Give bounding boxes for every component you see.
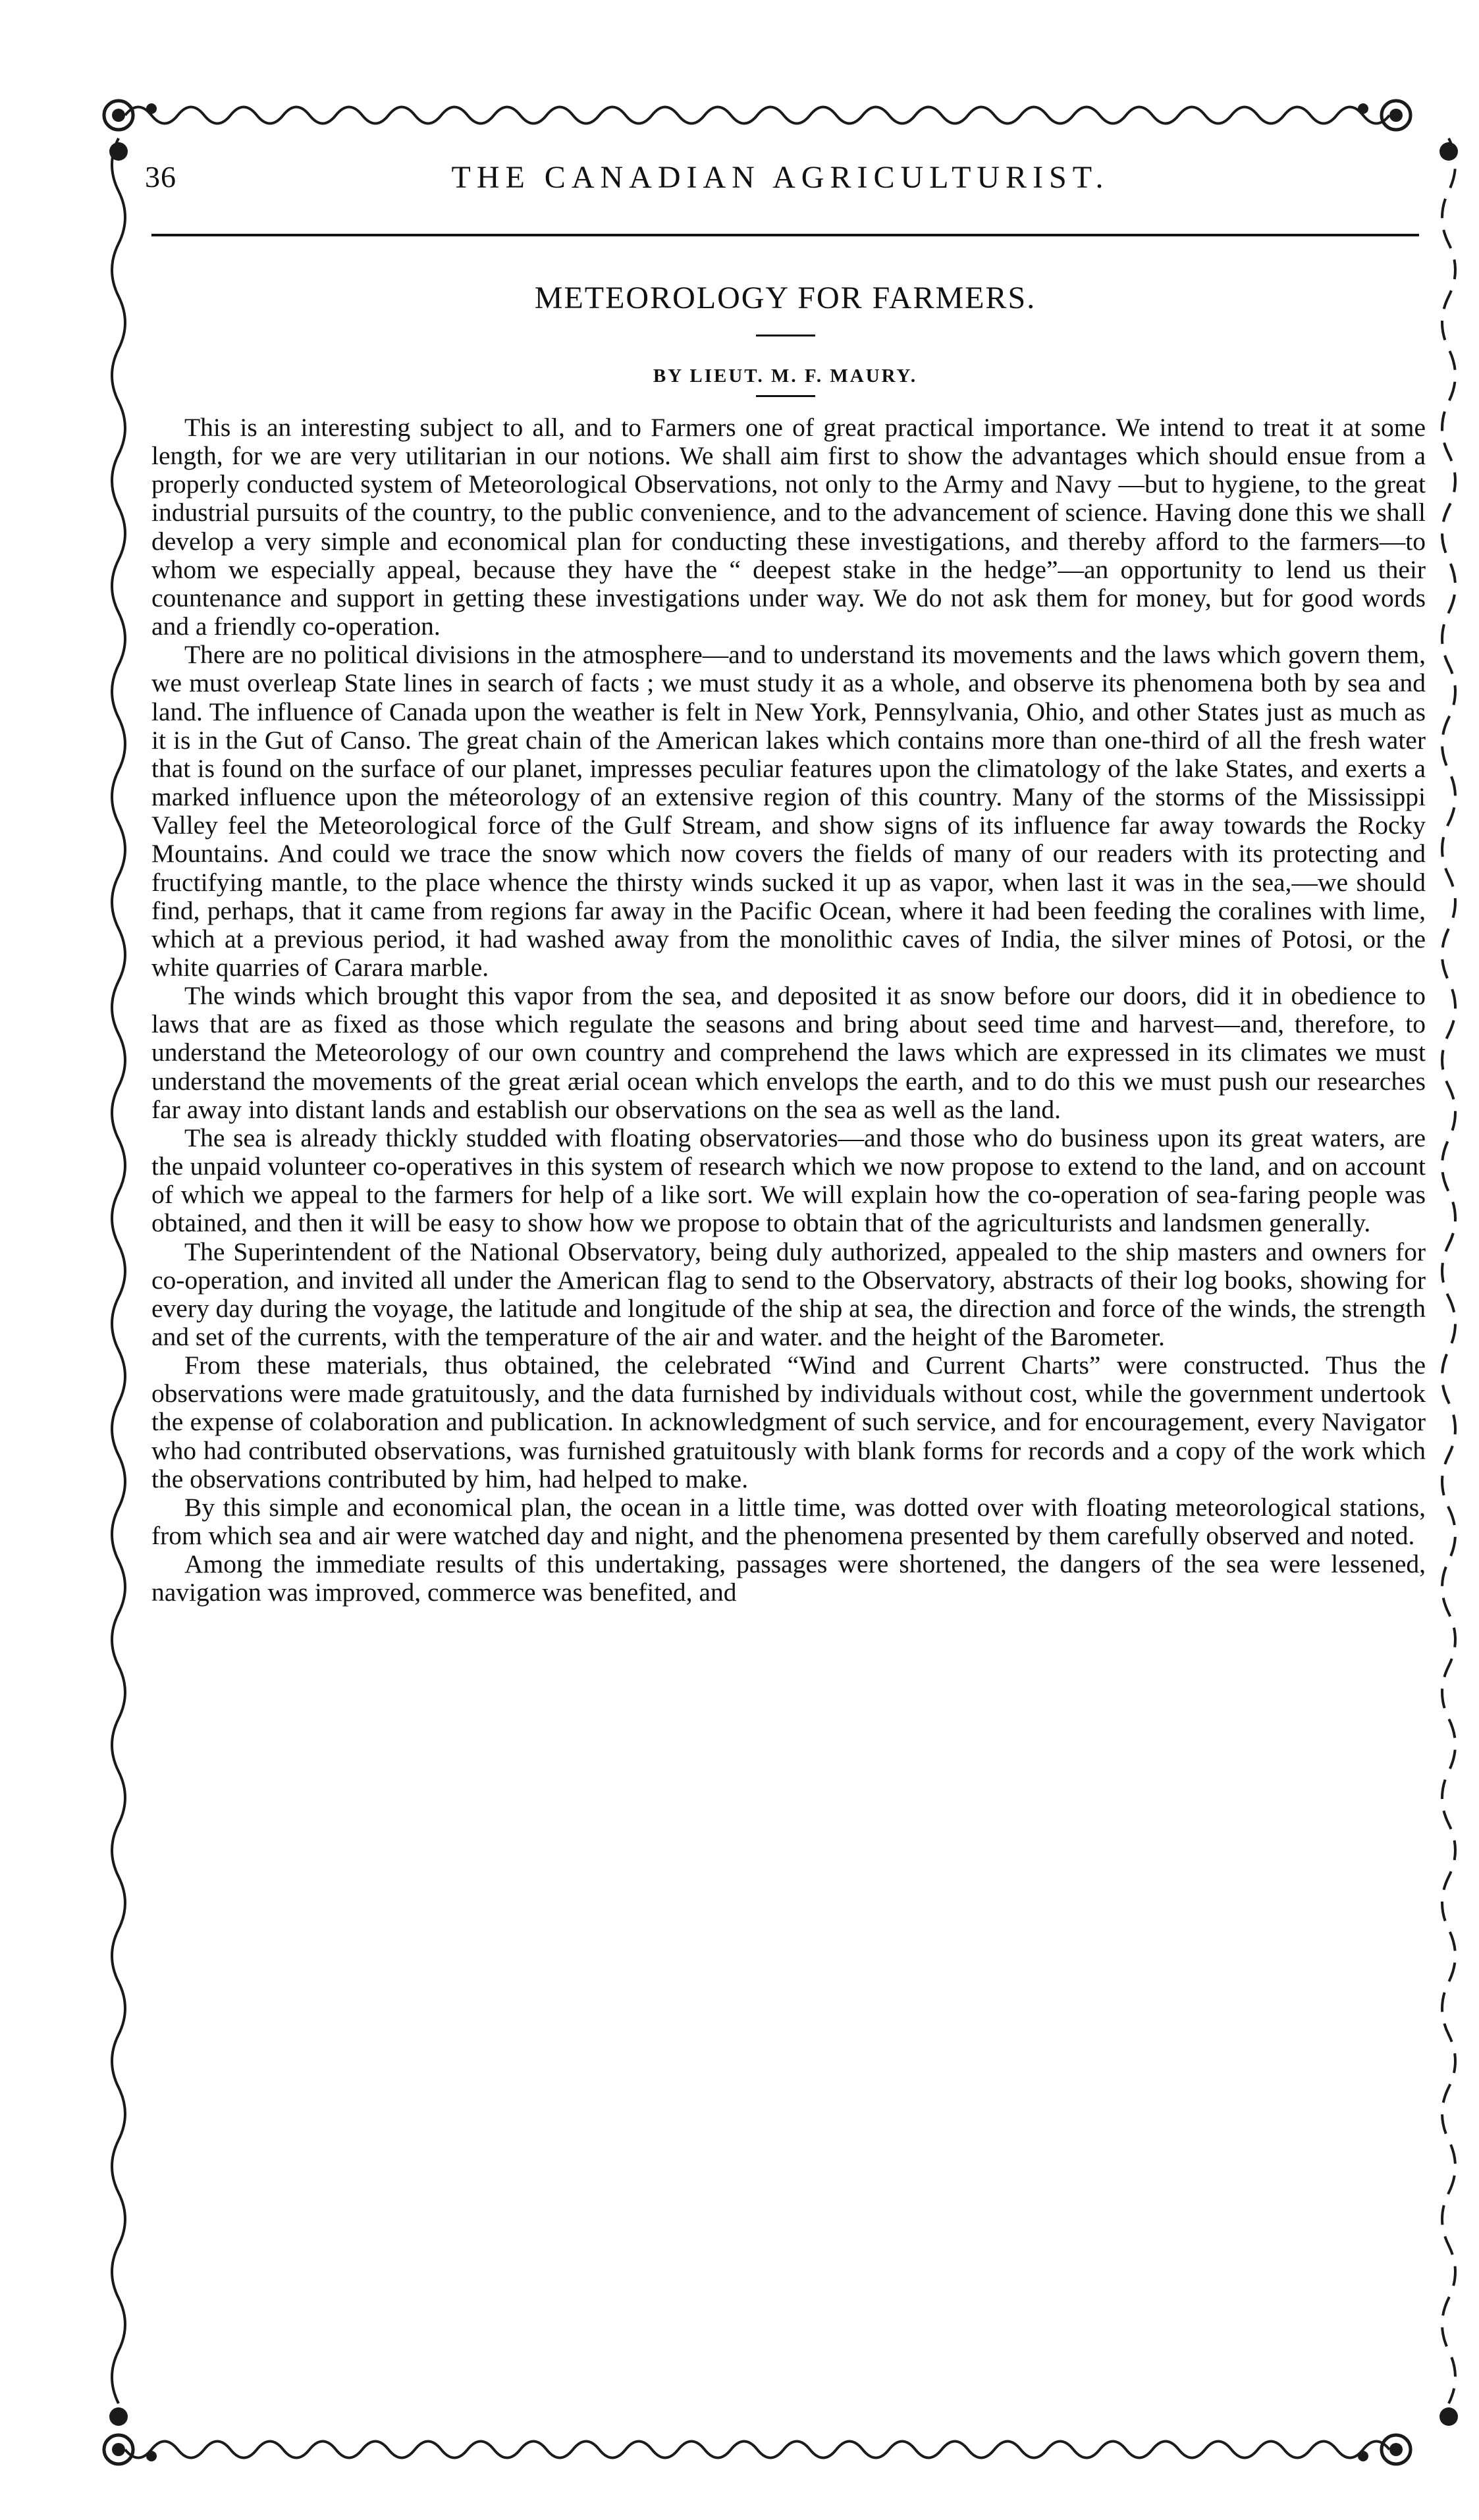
paragraph: This is an interesting subject to all, and to Farmers one of great practical importance. We intend to treat it at some length, for we are very utilitarian in our notions. We shall aim first to show the advantages which should ensue from a properly conducted system of Meteorological Observations, not only to the Army and Navy —but to hygiene, to the great industrial pursuits of the country, to the public convenience, and to the advancement of science. Having done this we shall develop a very simple and economical plan for conducting these investigations, and thereby afford to the farmers—to whom we especially appeal, because they have the “ deepest stake in the hedge”—an opportunity to lend us their countenance and support in getting these investigations under way. We do not ask them for money, but for good words and a friendly co-operation. [151,413,1426,641]
header-rule [151,234,1419,236]
title-rule [756,335,815,336]
bottom-vine-border-icon [99,2430,1416,2469]
running-header [145,159,1416,212]
running-title: THE CANADIAN AGRICULTURIST. [451,160,1110,195]
paragraph: The Superintendent of the National Observatory, being duly authorized, appealed to the ship masters and owners for co-operation, and invited all under the American flag to send to the Observatory, abstracts of their log books, showing for every day during the voyage, the latitude and longitude of the ship at sea, the direction and force of the winds, the strength and set of the currents, with the temperature of the air and water. and the height of the Barometer. [151,1237,1426,1351]
paragraph: There are no political divisions in the atmosphere—and to understand its movements and the laws which govern them, we must overleap State lines in search of facts ; we must study it as a whole, and observe its phenomena both by sea and land. The influence of Canada upon the weather is felt in New York, Pennsylvania, Ohio, and other States just as much as it is in the Gut of Canso. The great chain of the American lakes which contains more than one-third of all the fresh water that is found on the surface of our planet, impresses peculiar features upon the climatology of the lake States, and exerts a marked influence upon the méteorology of an extensive region of this country. Many of the storms of the Mississippi Valley feel the Meteorological force of the Gulf Stream, and show signs of its influence far away towards the Rocky Mountains. And could we trace the snow which now covers the fields of many of our readers with its protecting and fructifying mantle, to the place whence the thirsty winds sucked it up as vapor, when last it was in the sea,—we should find, perhaps, that it came from regions far away in the Pacific Ocean, where it had been feeding the coralines with lime, which at a previous period, it had washed away from the monolithic caves of India, the silver mines of Potosi, or the white quarries of Carara marble. [151,640,1426,982]
top-vine-border-icon [99,95,1416,135]
page-number: 36 [145,160,176,194]
paragraph: The sea is already thickly studded with floating observatories—and those who do business upon its great waters, are the unpaid volunteer co-operatives in this system of research which we now propose to extend to the land, and on account of which we appeal to the farmers for help of a like sort. We will explain how the co-operation of sea-faring people was obtained, and then it will be easy to show how we propose to obtain that of the agriculturists and landsmen generally. [151,1123,1426,1238]
paragraph: The winds which brought this vapor from the sea, and deposited it as snow before our doors, did it in obedience to laws that are as fixed as those which regulate the seasons and bring about seed time and harvest—and, therefore, to understand the Meteorology of our own country and comprehend the laws which are expressed in its climates we must understand the movements of the great ærial ocean which envelops the earth, and to do this we must push our researches far away into distant lands and establish our observations on the sea as well as the land. [151,981,1426,1124]
article-body [151,414,1426,1607]
article-title: METEOROLOGY FOR FARMERS. [534,281,1036,315]
paragraph: Among the immediate results of this undertaking, passages were shortened, the dangers of the sea were lessened, navigation was improved, commerce was benefited, and [151,1549,1426,1607]
byline-rule [756,395,815,397]
paragraph: From these materials, thus obtained, the celebrated “Wind and Current Charts” were constructed. Thus the observations were made gratuitously, and the data furnished by individuals without cost, while the government undertook the expense of colaboration and publication. In acknowledgment of such service, and for encouragement, every Navigator who had contributed observations, was furnished gratuitously with blank forms for records and a copy of the work which the observations contributed by him, had helped to make. [151,1351,1426,1493]
left-vine-border-icon [99,112,138,2456]
right-vine-border-icon [1429,112,1468,2456]
byline: BY LIEUT. M. F. MAURY. [653,365,918,387]
paragraph: By this simple and economical plan, the ocean in a little time, was dotted over with floating meteorological stations, from which sea and air were watched day and night, and the phenomena presented by them carefully observed and noted. [151,1492,1426,1551]
